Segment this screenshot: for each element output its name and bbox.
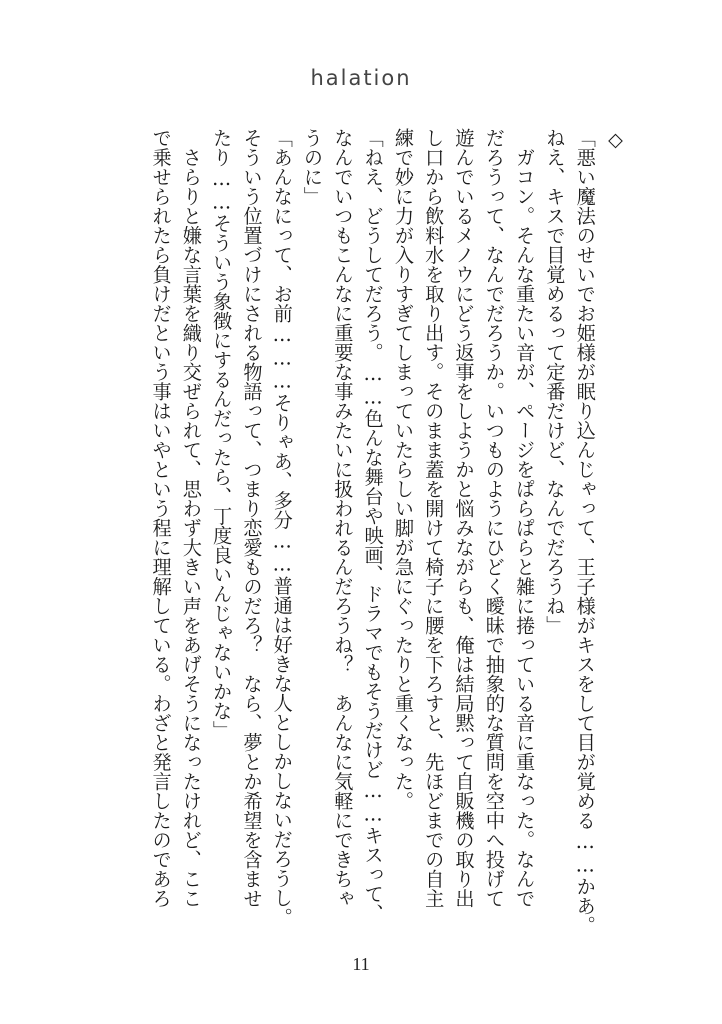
text-line: 「ねえ、どうしてだろう。……色んな舞台や映画、ドラマでもそうだけど……キスって、 (361, 128, 385, 924)
vertical-text-body (145, 128, 630, 936)
text-line: 「悪い魔法のせいでお姫様が眠り込んじゃって、王子様がキスをして目が覚める……かあ。 (573, 128, 597, 936)
text-line: ガコン。そんな重たい音が、ページをぱらぱらと雑に捲っている音に重なった。なんで (513, 128, 537, 908)
text-line: 練で妙に力が入りすぎてしまっていたらしい脚が急にぐったりと重くなった。 (391, 128, 415, 811)
text-line: 遊んでいるメノウにどう返事をしようかと悩みながらも、俺は結局黙って自販機の取り出 (452, 128, 476, 908)
text-line: ねえ、キスで目覚めるって定番だけど、なんでだろうね」 (543, 128, 567, 635)
text-line: たり……そういう象徴にするんだったら、丁度良いんじゃないかな」 (210, 128, 234, 741)
text-line: そういう位置づけにされる物語って、つまり恋愛ものだろ？ なら、夢とか希望を含ませ (240, 128, 264, 908)
text-line: なんでいつもこんなに重要な事みたいに扱われるんだろうね？ あんなに気軽にできちゃ (331, 128, 355, 908)
text-line: だろうって、なんでだろうか。いつものようにひどく曖昧で抽象的な質問を空中へ投げて (482, 128, 506, 908)
section-break-marker: ◇ (604, 128, 627, 152)
page-number: 11 (352, 954, 370, 974)
text-line: 「あんなにって、お前………そりゃあ、多分……普通は好きな人としかしないだろうし。 (270, 128, 294, 927)
text-line: し口から飲料水を取り出す。そのまま蓋を開けて椅子に腰を下ろすと、先ほどまでの自主 (422, 128, 446, 908)
text-line: さらりと嫌な言葉を織り交ぜられて、思わず大きい声をあげそうになったけれど、ここ (179, 128, 203, 908)
text-line: で乗せられたら負けだという事はいやという程に理解している。わざと発言したのであろ (149, 128, 173, 908)
running-header-title: halation (310, 66, 412, 90)
text-line: うのに」 (301, 128, 325, 206)
